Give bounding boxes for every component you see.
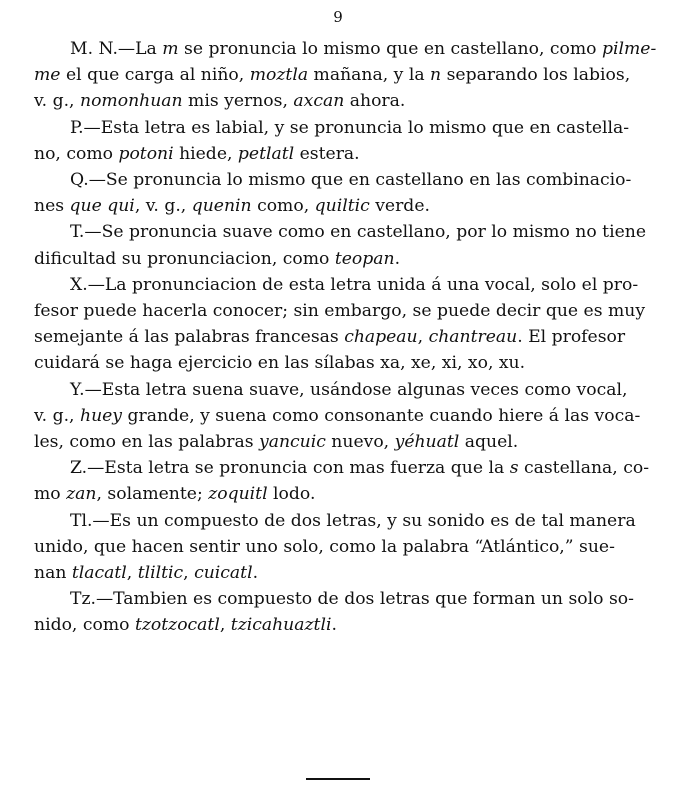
text-run: v. g., [34,91,80,112]
text-run: T.—Se pronuncia suave como en castellano, por lo mismo no tiene [70,222,646,243]
text-line [34,36,664,62]
italic-word: quenin [191,196,252,217]
italic-word: yéhuatl [394,432,460,453]
letter-entry [34,36,664,115]
text-run: . [252,563,259,584]
text-run: unido, que hacen sentir uno solo, como la palabra “Atlántico,” sue- [34,536,615,557]
italic-word: tzotzocatl [134,615,220,636]
italic-word: zan [66,484,97,505]
text-run: Q.—Se pronuncia lo mismo que en castellano en las combinacio- [70,170,632,191]
text-run: nes [34,196,70,217]
text-run: , v. g., [134,196,192,217]
text-run: mo [34,484,67,505]
letter-entry [34,377,664,456]
italic-word: chantreau [428,327,518,348]
text-line [34,193,664,219]
letter-entry [34,272,664,377]
text-run: no, como [34,143,119,164]
italic-word: moztla [249,65,309,86]
italic-word: axcan [293,91,345,112]
italic-word: me [34,65,61,86]
text-run: dificultad su pronunciacion, como [34,248,335,269]
text-line [34,429,664,455]
text-run: estera. [294,143,360,164]
text-run: v. g., [34,405,80,426]
italic-word: m [162,39,179,59]
text-line [34,350,664,376]
page-number: 9 [333,8,343,26]
letter-entry [34,455,664,507]
italic-word: yancuic [258,432,326,453]
text-run: , [417,327,429,348]
text-line [34,612,664,638]
text-run: . [331,615,337,636]
text-line [34,560,664,586]
letter-entry [34,219,664,271]
text-run: se pronuncia lo mismo que en castellano, como [178,39,602,59]
text-line [34,141,664,167]
italic-word: huey [80,405,123,426]
text-run: como, [251,196,315,217]
italic-word: tzicahuaztli [230,615,332,636]
italic-word: chapeau [344,327,418,348]
text-run: P.—Esta letra es labial, y se pronuncia lo mismo que en castella- [70,117,630,138]
text-run: Tl.—Es un compuesto de dos letras, y su sonido es de tal manera [70,510,636,531]
text-run: Y.—Esta letra suena suave, usándose algunas veces como vocal, [70,379,628,400]
text-run: . El profesor [517,327,626,348]
italic-word: s [509,458,519,479]
text-run: nan [34,563,72,584]
text-line [34,403,664,429]
text-run: , [126,563,138,584]
text-run: , solamente; [96,484,209,505]
text-run: , [183,563,195,584]
italic-word: tliltic [137,563,184,584]
letter-entry [34,167,664,219]
text-run: les, como en las palabras [34,432,259,453]
text-line [34,324,664,350]
italic-word: tlacatl [71,563,127,584]
text-run: ahora. [344,91,406,112]
italic-word: potoni [118,143,174,164]
italic-word: petlatl [237,143,295,164]
italic-word: quiltic [314,196,370,217]
text-run: fesor puede hacerla conocer; sin embargo, se puede decir que es muy [34,301,646,322]
italic-word: teopan [334,248,395,269]
italic-word: nomonhuan [80,91,183,112]
text-run: mis yernos, [182,91,294,112]
letter-entry [34,586,664,638]
italic-word: que qui [69,196,135,217]
letter-entry [34,508,664,587]
text-line [34,298,664,324]
text-line [34,167,664,193]
italic-word: cuicatl [194,563,253,584]
text-line [34,508,664,534]
end-rule [306,778,370,780]
text-run: nuevo, [325,432,395,453]
text-line [34,586,664,612]
text-line [34,481,664,507]
text-line [34,219,664,245]
text-run: separando los labios, [441,65,631,86]
text-run: , [219,615,231,636]
text-run: nido, como [34,615,135,636]
text-run: aquel. [459,432,519,453]
text-run: cuidará se haga ejercicio en las sílabas xa, xe, xi, xo, xu. [34,353,526,374]
text-run: mañana, y la [308,65,431,86]
italic-word: zoquitl [208,484,268,505]
text-line [34,455,664,481]
text-run: . [394,248,401,269]
italic-word: pilme- [601,39,657,59]
text-run: castellana, co- [518,458,650,479]
text-run: semejante á las palabras francesas [34,327,345,348]
text-run: hiede, [173,143,238,164]
body-text [34,36,664,639]
italic-word: n [430,65,442,86]
text-run: Tz.—Tambien es compuesto de dos letras que forman un solo so- [70,589,634,610]
text-line [34,534,664,560]
text-run: X.—La pronunciacion de esta letra unida á una vocal, solo el pro- [70,274,639,295]
text-run: Z.—Esta letra se pronuncia con mas fuerza que la [70,458,510,479]
text-run: lodo. [267,484,316,505]
text-line [34,88,664,114]
text-run: el que carga al niño, [60,65,250,86]
text-run: grande, y suena como consonante cuando hiere á las voca- [122,405,641,426]
text-line [34,62,664,88]
text-run: M. N.—La [70,39,163,59]
letter-entry [34,115,664,167]
text-line [34,115,664,141]
text-line [34,246,664,272]
text-run: verde. [369,196,430,217]
text-line [34,377,664,403]
text-line [34,272,664,298]
